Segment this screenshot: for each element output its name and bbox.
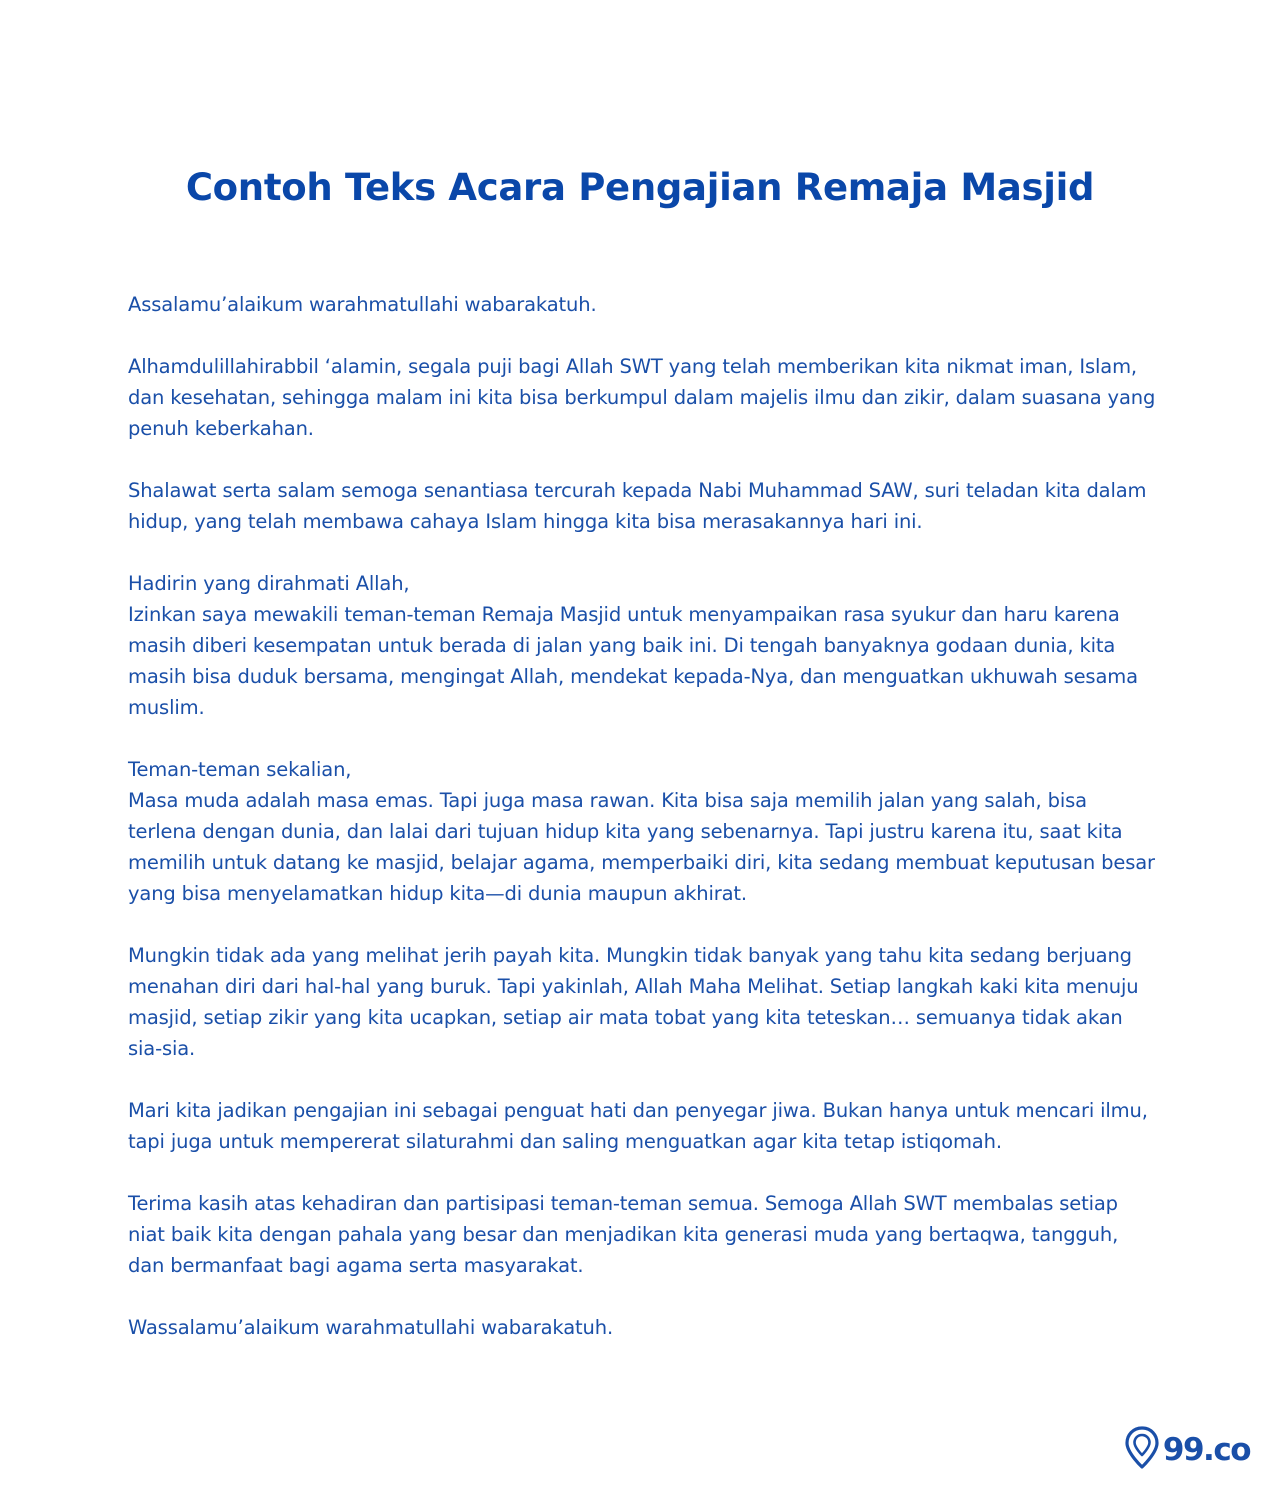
paragraph-shalawat: Shalawat serta salam semoga senantiasa tercurah kepada Nabi Muhammad SAW, suri teladan kita dalam hidup, yang telah membawa cahaya Islam hingga kita bisa merasakannya hari ini.	[128, 479, 1147, 533]
article-body	[128, 289, 1158, 1374]
paragraph-text: Masa muda adalah masa emas. Tapi juga masa rawan. Kita bisa saja memilih jalan yang salah, bisa terlena dengan dunia, dan lalai dari tujuan hidup kita yang sebenarnya. Tapi justru karena itu, saat kita memilih untuk datang ke masjid, belajar agama, memperbaiki diri, kita sedang membuat keputusan besar yang bisa menyelamatkan hidup kita—di dunia maupun akhirat.	[128, 789, 1155, 905]
brand-name: 99.co	[1162, 1432, 1250, 1468]
paragraph-text: Izinkan saya mewakili teman-teman Remaja Masjid untuk menyampaikan rasa syukur dan haru karena masih diberi kesempatan untuk berada di jalan yang baik ini. Di tengah banyaknya godaan dunia, kita masih bisa duduk bersama, mengingat Allah, mendekat kepada-Nya, dan menguatkan ukhuwah sesama muslim.	[128, 603, 1138, 719]
paragraph-teman-teman	[128, 754, 1158, 909]
brand-logo	[1125, 1426, 1250, 1474]
paragraph-opening-salam: Assalamu’alaikum warahmatullahi wabarakatuh.	[128, 293, 597, 316]
map-pin-icon	[1125, 1426, 1159, 1474]
paragraph-ajakan: Mari kita jadikan pengajian ini sebagai penguat hati dan penyegar jiwa. Bukan hanya untuk mencari ilmu, tapi juga untuk mempererat silaturahmi dan saling menguatkan agar kita tetap istiqomah.	[128, 1099, 1148, 1153]
paragraph-greeting: Hadirin yang dirahmati Allah,	[128, 572, 410, 595]
paragraph-terima-kasih: Terima kasih atas kehadiran dan partisipasi teman-teman semua. Semoga Allah SWT membalas setiap niat baik kita dengan pahala yang besar dan menjadikan kita generasi muda yang bertaqwa, tangguh, dan bermanfaat bagi agama serta masyarakat.	[128, 1192, 1119, 1277]
paragraph-jerih-payah: Mungkin tidak ada yang melihat jerih payah kita. Mungkin tidak banyak yang tahu kita sedang berjuang menahan diri dari hal-hal yang buruk. Tapi yakinlah, Allah Maha Melihat. Setiap langkah kaki kita menuju masjid, setiap zikir yang kita ucapkan, setiap air mata tobat yang kita teteskan… semuanya tidak akan sia-sia.	[128, 944, 1139, 1060]
page-title: Contoh Teks Acara Pengajian Remaja Masjid	[185, 166, 1095, 209]
paragraph-greeting: Teman-teman sekalian,	[128, 758, 352, 781]
paragraph-hadirin	[128, 568, 1158, 723]
paragraph-closing-salam: Wassalamu’alaikum warahmatullahi wabarakatuh.	[128, 1316, 613, 1339]
paragraph-hamdalah: Alhamdulillahirabbil ‘alamin, segala puji bagi Allah SWT yang telah memberikan kita nikmat iman, Islam, dan kesehatan, sehingga malam ini kita bisa berkumpul dalam majelis ilmu dan zikir, dalam suasana yang penuh keberkahan.	[128, 355, 1156, 440]
